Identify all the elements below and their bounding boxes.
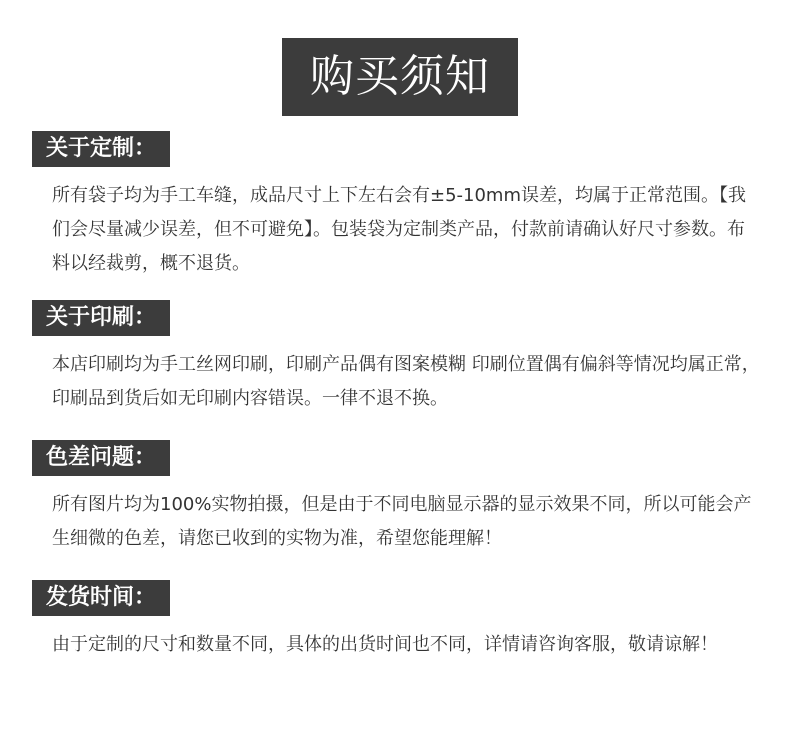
section-body-customization: 所有袋子均为手工车缝，成品尺寸上下左右会有±5-10mm误差，均属于正常范围。【我们会尽量减少误差，但不可避免】。包装袋为定制类产品，付款前请确认好尺寸参数。布料以经裁剪，概不退货。: [52, 185, 746, 274]
section-heading-color-difference: 色差问题：: [32, 440, 170, 476]
section-body-printing: 本店印刷均为手工丝网印刷，印刷产品偶有图案模糊 印刷位置偶有偏斜等情况均属正常，印刷品到货后如无印刷内容错误。一律不退不换。: [52, 354, 760, 409]
page-title: 购买须知: [282, 38, 518, 116]
page-title-container: [0, 38, 800, 116]
section-heading-customization: 关于定制：: [32, 131, 170, 167]
section-body-color-difference: 所有图片均为100%实物拍摄，但是由于不同电脑显示器的显示效果不同，所以可能会产生细微的色差，请您已收到的实物为准，希望您能理解！: [52, 494, 752, 549]
section-heading-printing: 关于印刷：: [32, 300, 170, 336]
section-body-shipping-time: 由于定制的尺寸和数量不同，具体的出货时间也不同，详情请咨询客服，敬请谅解！: [52, 634, 718, 655]
section-heading-shipping-time: 发货时间：: [32, 580, 170, 616]
